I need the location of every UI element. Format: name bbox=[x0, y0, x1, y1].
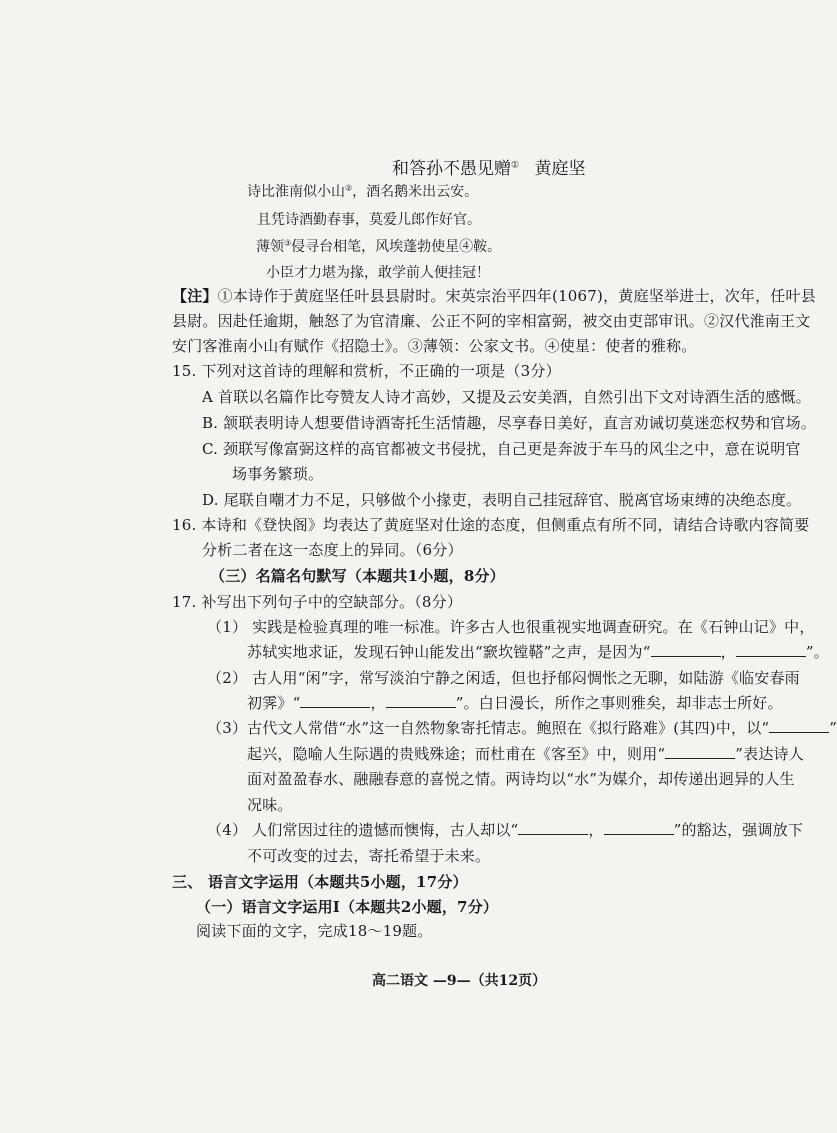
blank-field[interactable] bbox=[651, 644, 721, 657]
poem-line-4: 小臣才力堪为掾，敢学前人便挂冠！ bbox=[266, 265, 490, 281]
poem-line-1: 诗比淮南似小山②，酒名鹅米出云安。 bbox=[247, 183, 479, 200]
blank-field[interactable] bbox=[604, 822, 674, 835]
poem-line-3: 薄领③侵寻台相笔，风埃蓬勃使星④鞍。 bbox=[256, 238, 502, 255]
q17-item2-line1: （2） 古人用“闲”字，常写淡泊宁静之闲适，但也抒郁闷惆怅之无聊，如陆游《临安春雨 bbox=[207, 669, 800, 687]
page-footer: 高二语文 —9—（共12页） bbox=[372, 973, 547, 989]
poem-title: 和答孙不愚见赠① 黄庭坚 bbox=[392, 159, 586, 179]
part-3-header: 三、 语言文字运用（本题共5小题，17分） bbox=[172, 873, 468, 891]
poem-line-2: 且凭诗酒勤春事，莫爱儿郎作好官。 bbox=[257, 212, 481, 228]
notes-line-2: 县尉。因赴任逾期，触怒了为官清廉、公正不阿的宰相富弼，被交由吏部审讯。②汉代淮南王文 bbox=[172, 312, 811, 330]
q17-stem: 17. 补写出下列句子中的空缺部分。（8分） bbox=[172, 593, 463, 611]
q17-item4-line1: （4） 人们常因过往的遗憾而懊悔，古人却以“ ， ”的豁达，强调放下 bbox=[207, 821, 804, 839]
blank-field[interactable] bbox=[736, 644, 806, 657]
q17-item1-line2: 苏轼实地求证，发现石钟山能发出“窾坎镗鞳”之声，是因为“ ， ”。 bbox=[247, 643, 829, 661]
poem-author: 黄庭坚 bbox=[534, 159, 586, 179]
q17-item2-line2: 初霁》“ ， ”。白日漫长，所作之事则雅矣，却非志士所好。 bbox=[247, 694, 783, 712]
part-3-instruction: 阅读下面的文字，完成18～19题。 bbox=[196, 922, 433, 940]
q15-option-a: A 首联以名篇作比夸赞友人诗才高妙，又提及云安美酒，自然引出下文对诗酒生活的感慨。 bbox=[202, 388, 811, 406]
q17-item4-line2: 不可改变的过去，寄托希望于未来。 bbox=[247, 847, 491, 865]
q17-item3-line2: 起兴，隐喻人生际遇的贵贱殊途；而杜甫在《客至》中，则用“ ”表达诗人 bbox=[247, 745, 804, 763]
q15-option-c-line1: C. 颈联写像富弼这样的高官都被文书侵扰，自己更是奔波于车马的风尘之中，意在说明官 bbox=[202, 440, 801, 458]
blank-field[interactable] bbox=[386, 695, 456, 708]
q17-item1-line1: （1） 实践是检验真理的唯一标准。许多古人也很重视实地调查研究。在《石钟山记》中， bbox=[207, 618, 815, 636]
blank-field[interactable] bbox=[300, 695, 370, 708]
section-3-header: （三）名篇名句默写（本题共1小题，8分） bbox=[210, 567, 505, 585]
q15-stem: 15. 下列对这首诗的理解和赏析，不正确的一项是（3分） bbox=[172, 362, 561, 380]
q17-item3-line1: （3）古代文人常借“水”这一自然物象寄托情志。鲍照在《拟行路难》(其四)中，以“ ” bbox=[207, 719, 837, 737]
q16-line-2: 分析二者在这一态度上的异同。（6分） bbox=[202, 541, 463, 559]
q15-option-d: D. 尾联自嘲才力不足，只够做个小掾吏，表明自己挂冠辞官、脱离官场束缚的决绝态度。 bbox=[202, 491, 802, 509]
q16-line-1: 16. 本诗和《登快阁》均表达了黄庭坚对仕途的态度，但侧重点有所不同，请结合诗歌内容简要 bbox=[172, 516, 810, 534]
notes-line-3: 安门客淮南小山有赋作《招隐士》。③薄领：公家文书。④使星：使者的雅称。 bbox=[172, 337, 697, 355]
notes-line-1: 【注】①本诗作于黄庭坚任叶县县尉时。宋英宗治平四年(1067)，黄庭坚举进士，次年，任叶县 bbox=[172, 287, 816, 305]
blank-field[interactable] bbox=[769, 720, 829, 733]
blank-field[interactable] bbox=[665, 746, 735, 759]
part-3-subheader: （一）语言文字运用Ⅰ（本题共2小题，7分） bbox=[196, 898, 499, 916]
blank-field[interactable] bbox=[518, 822, 588, 835]
q15-option-c-line2: 场事务繁琐。 bbox=[232, 465, 324, 483]
q17-item3-line4: 况味。 bbox=[247, 796, 293, 814]
q15-option-b: B. 颔联表明诗人想要借诗酒寄托生活情趣，尽享春日美好，直言劝诫切莫迷恋权势和官场。 bbox=[202, 414, 816, 432]
q17-item3-line3: 面对盈盈春水、融融春意的喜悦之情。两诗均以“水”为媒介，却传递出迥异的人生 bbox=[247, 770, 795, 788]
